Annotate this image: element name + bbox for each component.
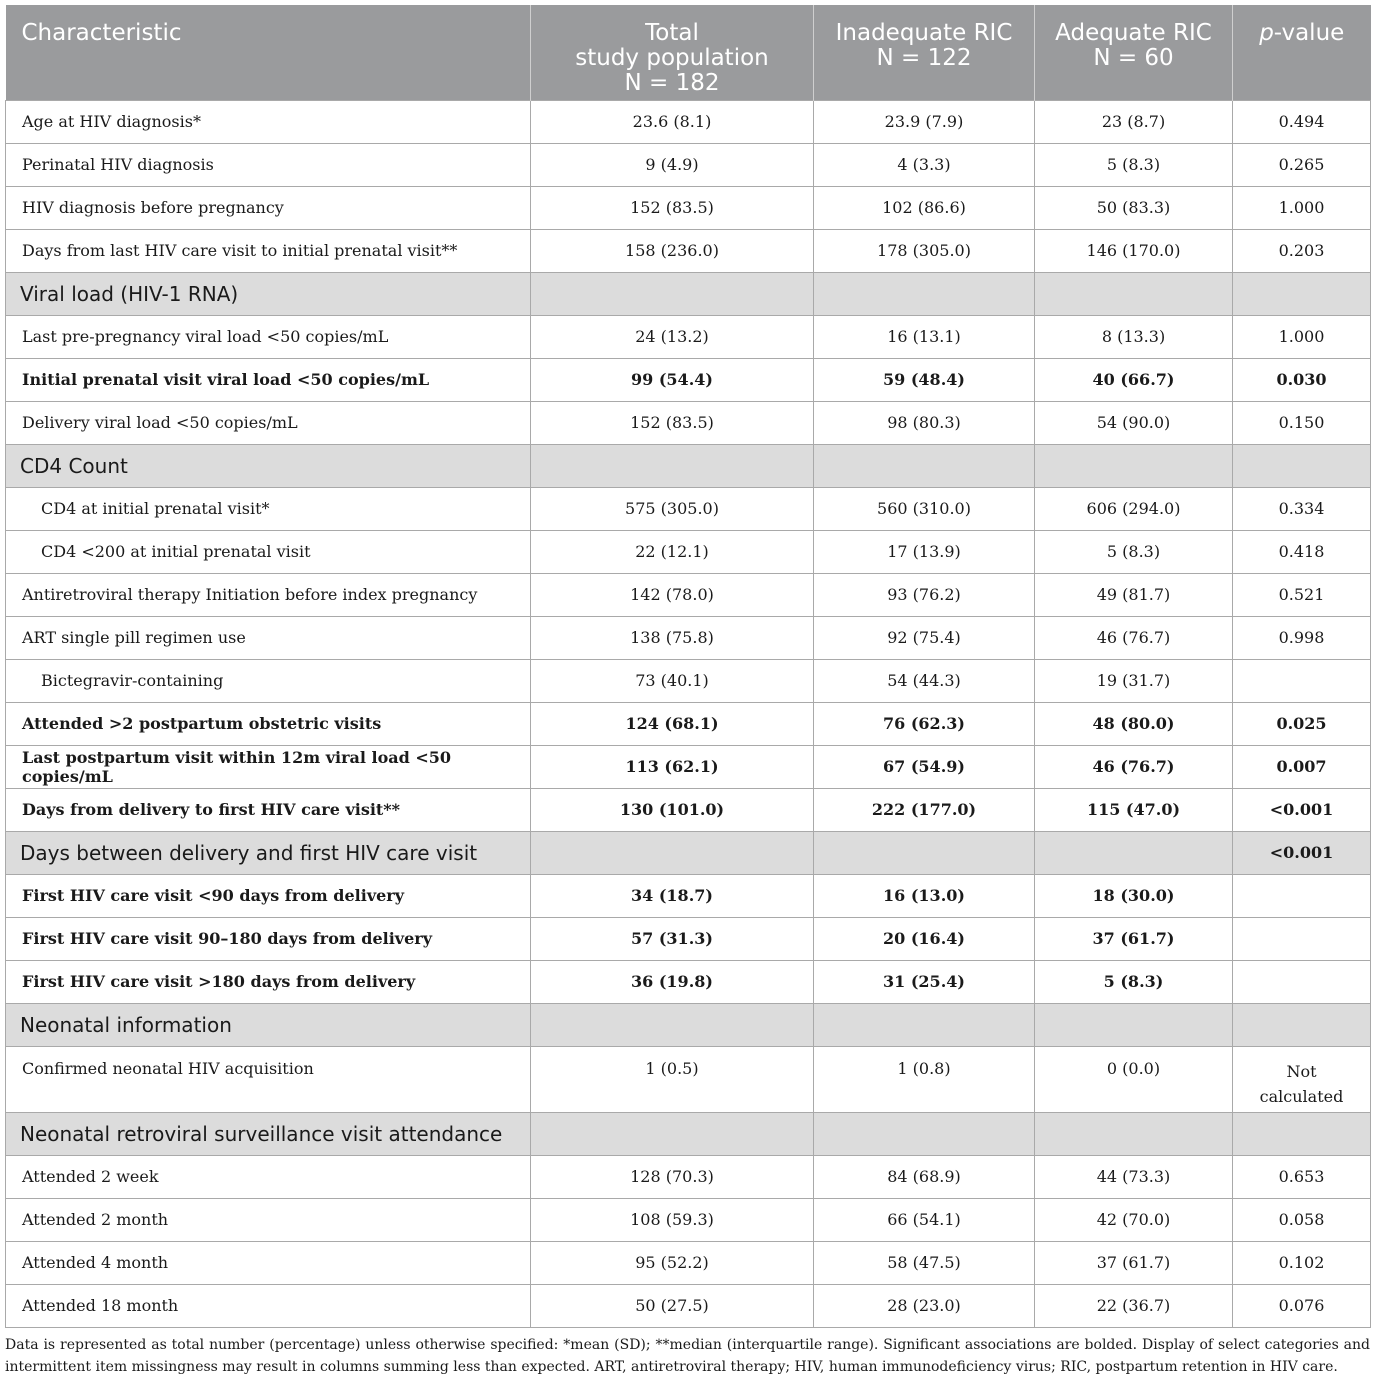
- row-label: Attended 4 month: [6, 1241, 531, 1284]
- row-label: Initial prenatal visit viral load <50 copies/mL: [6, 358, 531, 401]
- cell-total: 152 (83.5): [531, 186, 814, 229]
- cell-total: 124 (68.1): [531, 702, 814, 745]
- cell-inadequate-ric: 31 (25.4): [814, 960, 1035, 1003]
- cell-adequate-ric: 42 (70.0): [1035, 1198, 1233, 1241]
- cell-adequate-ric: 54 (90.0): [1035, 401, 1233, 444]
- table-row: [6, 401, 1371, 444]
- cell-total: 158 (236.0): [531, 229, 814, 272]
- cell-inadequate-ric: 178 (305.0): [814, 229, 1035, 272]
- cell-adequate-ric: 23 (8.7): [1035, 100, 1233, 143]
- table-row: [6, 659, 1371, 702]
- cell-adequate-ric: 5 (8.3): [1035, 960, 1233, 1003]
- cell-adequate-ric: 40 (66.7): [1035, 358, 1233, 401]
- header-adequate-ric: [1035, 5, 1233, 100]
- header-total: [531, 5, 814, 100]
- section-title: Days between delivery and first HIV care visit: [6, 831, 531, 874]
- cell-adequate-ric: 46 (76.7): [1035, 745, 1233, 788]
- cell-adequate-ric: 8 (13.3): [1035, 315, 1233, 358]
- header-characteristic: Characteristic: [6, 5, 531, 100]
- cell-total: 152 (83.5): [531, 401, 814, 444]
- cell-inadequate-ric: 20 (16.4): [814, 917, 1035, 960]
- cell-p-value: 0.076: [1233, 1284, 1371, 1327]
- cell-inadequate-ric: 102 (86.6): [814, 186, 1035, 229]
- row-label: Age at HIV diagnosis*: [6, 100, 531, 143]
- section-p-value: [1233, 1003, 1371, 1046]
- cell-adequate-ric: 146 (170.0): [1035, 229, 1233, 272]
- cell-p-value: 0.058: [1233, 1198, 1371, 1241]
- cell-p-value: 0.102: [1233, 1241, 1371, 1284]
- cell-total: 36 (19.8): [531, 960, 814, 1003]
- cell-adequate-ric: 50 (83.3): [1035, 186, 1233, 229]
- table-row: [6, 573, 1371, 616]
- cell-adequate-ric: 37 (61.7): [1035, 917, 1233, 960]
- section-empty-cell: [1035, 1003, 1233, 1046]
- header-p-rest: -value: [1273, 20, 1345, 46]
- cell-inadequate-ric: 28 (23.0): [814, 1284, 1035, 1327]
- cell-inadequate-ric: 67 (54.9): [814, 745, 1035, 788]
- cell-inadequate-ric: 222 (177.0): [814, 788, 1035, 831]
- cell-p-value: [1233, 917, 1371, 960]
- cell-total: 50 (27.5): [531, 1284, 814, 1327]
- cell-total: 23.6 (8.1): [531, 100, 814, 143]
- table-row: [6, 358, 1371, 401]
- table-row: [6, 315, 1371, 358]
- cell-inadequate-ric: 4 (3.3): [814, 143, 1035, 186]
- cell-total: 138 (75.8): [531, 616, 814, 659]
- cell-inadequate-ric: 59 (48.4): [814, 358, 1035, 401]
- section-p-value: <0.001: [1233, 831, 1371, 874]
- table-row: [6, 229, 1371, 272]
- cell-inadequate-ric: 23.9 (7.9): [814, 100, 1035, 143]
- cell-adequate-ric: 115 (47.0): [1035, 788, 1233, 831]
- cell-adequate-ric: 46 (76.7): [1035, 616, 1233, 659]
- section-empty-cell: [814, 1112, 1035, 1155]
- row-label: Confirmed neonatal HIV acquisition: [6, 1046, 531, 1112]
- table-row: [6, 788, 1371, 831]
- section-header-row: [6, 831, 1371, 874]
- row-label: Attended 18 month: [6, 1284, 531, 1327]
- row-label: Days from delivery to first HIV care visit**: [6, 788, 531, 831]
- section-header-row: [6, 1003, 1371, 1046]
- table-row: [6, 745, 1371, 788]
- row-label: CD4 at initial prenatal visit*: [6, 487, 531, 530]
- cell-inadequate-ric: 16 (13.0): [814, 874, 1035, 917]
- cell-p-value: 0.334: [1233, 487, 1371, 530]
- table-header-row: [6, 5, 1371, 100]
- table-row: [6, 186, 1371, 229]
- cell-total: 57 (31.3): [531, 917, 814, 960]
- section-empty-cell: [1035, 831, 1233, 874]
- cell-p-value: 0.653: [1233, 1155, 1371, 1198]
- header-total-n: N = 182: [624, 70, 720, 96]
- cell-inadequate-ric: 58 (47.5): [814, 1241, 1035, 1284]
- cell-inadequate-ric: 560 (310.0): [814, 487, 1035, 530]
- table-row: [6, 1198, 1371, 1241]
- section-title: Neonatal retroviral surveillance visit attendance: [6, 1112, 531, 1155]
- cell-p-value: 0.265: [1233, 143, 1371, 186]
- cell-p-value: 0.494: [1233, 100, 1371, 143]
- cell-total: 1 (0.5): [531, 1046, 814, 1112]
- cell-adequate-ric: 19 (31.7): [1035, 659, 1233, 702]
- section-title: Viral load (HIV-1 RNA): [6, 272, 531, 315]
- cell-inadequate-ric: 84 (68.9): [814, 1155, 1035, 1198]
- cell-p-value: [1233, 659, 1371, 702]
- cell-p-value: [1233, 874, 1371, 917]
- cell-total: 24 (13.2): [531, 315, 814, 358]
- row-label: CD4 <200 at initial prenatal visit: [6, 530, 531, 573]
- cell-adequate-ric: 44 (73.3): [1035, 1155, 1233, 1198]
- cell-p-value: 0.998: [1233, 616, 1371, 659]
- cell-adequate-ric: 18 (30.0): [1035, 874, 1233, 917]
- cell-total: 99 (54.4): [531, 358, 814, 401]
- section-empty-cell: [814, 831, 1035, 874]
- cell-adequate-ric: 49 (81.7): [1035, 573, 1233, 616]
- row-label: First HIV care visit <90 days from delivery: [6, 874, 531, 917]
- cell-total: 128 (70.3): [531, 1155, 814, 1198]
- row-label: Last pre-pregnancy viral load <50 copies/mL: [6, 315, 531, 358]
- table-row: [6, 487, 1371, 530]
- cell-adequate-ric: 37 (61.7): [1035, 1241, 1233, 1284]
- row-label: First HIV care visit 90–180 days from delivery: [6, 917, 531, 960]
- section-empty-cell: [814, 1003, 1035, 1046]
- table-body: [6, 100, 1371, 1327]
- row-label: Last postpartum visit within 12m viral load <50 copies/mL: [6, 745, 531, 788]
- table-row: [6, 530, 1371, 573]
- row-label: ART single pill regimen use: [6, 616, 531, 659]
- cell-adequate-ric: 5 (8.3): [1035, 530, 1233, 573]
- row-label: First HIV care visit >180 days from delivery: [6, 960, 531, 1003]
- section-header-row: [6, 272, 1371, 315]
- cell-inadequate-ric: 66 (54.1): [814, 1198, 1035, 1241]
- cell-inadequate-ric: 54 (44.3): [814, 659, 1035, 702]
- section-header-row: [6, 444, 1371, 487]
- section-p-value: [1233, 1112, 1371, 1155]
- header-inadequate-n: N = 122: [876, 45, 972, 71]
- cell-p-value: 0.007: [1233, 745, 1371, 788]
- cell-total: 73 (40.1): [531, 659, 814, 702]
- header-adequate-line1: Adequate RIC: [1055, 20, 1212, 46]
- section-empty-cell: [531, 1112, 814, 1155]
- section-p-value: [1233, 444, 1371, 487]
- table-row: [6, 917, 1371, 960]
- cell-inadequate-ric: 17 (13.9): [814, 530, 1035, 573]
- cell-total: 108 (59.3): [531, 1198, 814, 1241]
- header-adequate-n: N = 60: [1093, 45, 1174, 71]
- table-footnote: Data is represented as total number (percentage) unless otherwise specified: *mean (SD); **median (interquartile range). Significant associations are bolded. Display of select categories and intermittent item missingness may result in columns summing less than expected. ART, antiretroviral therapy; HIV, human immunodeficiency virus; RIC, postpartum retention in HIV care.: [5, 1337, 1370, 1375]
- header-total-line1: Total: [645, 20, 699, 46]
- section-header-row: [6, 1112, 1371, 1155]
- cell-adequate-ric: 5 (8.3): [1035, 143, 1233, 186]
- cell-adequate-ric: 0 (0.0): [1035, 1046, 1233, 1112]
- cell-p-value: [1233, 960, 1371, 1003]
- header-total-line2: study population: [575, 45, 769, 71]
- section-empty-cell: [814, 444, 1035, 487]
- p-value-line1: Not: [1286, 1061, 1317, 1081]
- cell-p-value: 0.418: [1233, 530, 1371, 573]
- cell-total: 9 (4.9): [531, 143, 814, 186]
- table-row: [6, 1284, 1371, 1327]
- row-label: Attended 2 week: [6, 1155, 531, 1198]
- cell-total: 34 (18.7): [531, 874, 814, 917]
- row-label: Attended >2 postpartum obstetric visits: [6, 702, 531, 745]
- row-label: Perinatal HIV diagnosis: [6, 143, 531, 186]
- section-empty-cell: [531, 831, 814, 874]
- cell-total: 22 (12.1): [531, 530, 814, 573]
- cell-p-value: 0.203: [1233, 229, 1371, 272]
- header-inadequate-line1: Inadequate RIC: [835, 20, 1013, 46]
- cell-adequate-ric: 22 (36.7): [1035, 1284, 1233, 1327]
- header-p-value: [1233, 5, 1371, 100]
- section-empty-cell: [531, 444, 814, 487]
- header-p-italic: p: [1259, 20, 1274, 46]
- table-row: [6, 1046, 1371, 1112]
- cell-p-value: 0.030: [1233, 358, 1371, 401]
- row-label: Days from last HIV care visit to initial prenatal visit**: [6, 229, 531, 272]
- section-empty-cell: [1035, 1112, 1233, 1155]
- characteristics-table: [5, 5, 1371, 1328]
- cell-p-value: [1233, 1046, 1371, 1112]
- cell-p-value: 0.150: [1233, 401, 1371, 444]
- cell-inadequate-ric: 76 (62.3): [814, 702, 1035, 745]
- table-row: [6, 702, 1371, 745]
- cell-inadequate-ric: 98 (80.3): [814, 401, 1035, 444]
- section-p-value: [1233, 272, 1371, 315]
- row-label: Antiretroviral therapy Initiation before index pregnancy: [6, 573, 531, 616]
- cell-total: 113 (62.1): [531, 745, 814, 788]
- cell-p-value: 0.025: [1233, 702, 1371, 745]
- table-row: [6, 143, 1371, 186]
- row-label: HIV diagnosis before pregnancy: [6, 186, 531, 229]
- row-label: Attended 2 month: [6, 1198, 531, 1241]
- cell-adequate-ric: 606 (294.0): [1035, 487, 1233, 530]
- table-row: [6, 1241, 1371, 1284]
- section-empty-cell: [531, 1003, 814, 1046]
- section-title: Neonatal information: [6, 1003, 531, 1046]
- cell-total: 575 (305.0): [531, 487, 814, 530]
- section-empty-cell: [1035, 444, 1233, 487]
- cell-total: 95 (52.2): [531, 1241, 814, 1284]
- section-empty-cell: [531, 272, 814, 315]
- table-row: [6, 1155, 1371, 1198]
- cell-inadequate-ric: 1 (0.8): [814, 1046, 1035, 1112]
- cell-adequate-ric: 48 (80.0): [1035, 702, 1233, 745]
- cell-p-value: 1.000: [1233, 315, 1371, 358]
- p-value-line2: calculated: [1259, 1086, 1344, 1106]
- cell-total: 130 (101.0): [531, 788, 814, 831]
- row-label: Bictegravir-containing: [6, 659, 531, 702]
- section-empty-cell: [1035, 272, 1233, 315]
- table-row: [6, 874, 1371, 917]
- section-title: CD4 Count: [6, 444, 531, 487]
- cell-inadequate-ric: 92 (75.4): [814, 616, 1035, 659]
- section-empty-cell: [814, 272, 1035, 315]
- table-row: [6, 616, 1371, 659]
- cell-inadequate-ric: 93 (76.2): [814, 573, 1035, 616]
- cell-total: 142 (78.0): [531, 573, 814, 616]
- header-inadequate-ric: [814, 5, 1035, 100]
- cell-p-value: 0.521: [1233, 573, 1371, 616]
- row-label: Delivery viral load <50 copies/mL: [6, 401, 531, 444]
- table-row: [6, 960, 1371, 1003]
- cell-p-value: <0.001: [1233, 788, 1371, 831]
- table-row: [6, 100, 1371, 143]
- cell-p-value: 1.000: [1233, 186, 1371, 229]
- cell-inadequate-ric: 16 (13.1): [814, 315, 1035, 358]
